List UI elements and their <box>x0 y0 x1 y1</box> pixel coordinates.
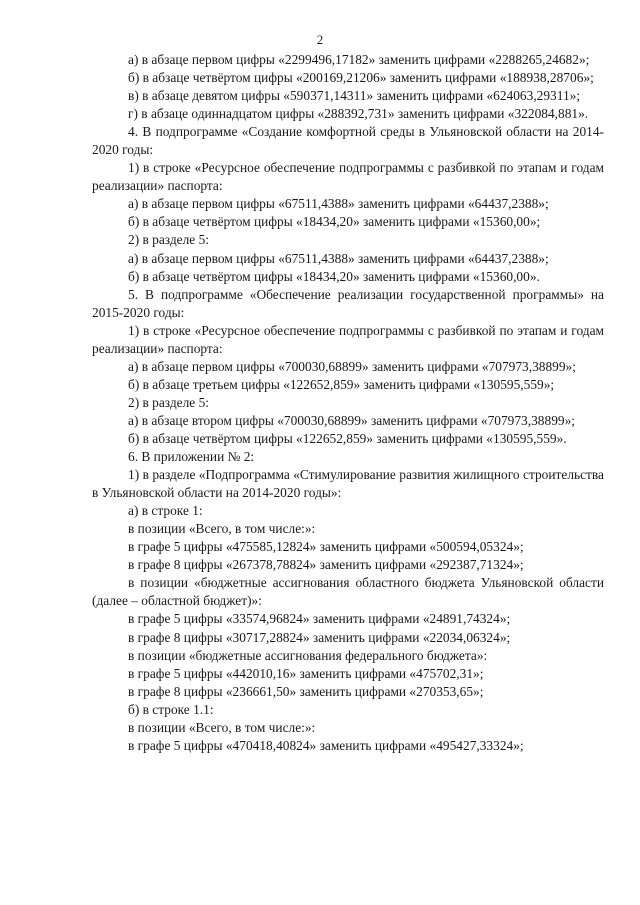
paragraph: 1) в разделе «Подпрограмма «Стимулирование развития жилищного строительства в Ульяновской области на 2014-2020 годы»: <box>92 467 604 501</box>
paragraph: а) в абзаце первом цифры «700030,68899» заменить цифрами «707973,38899»; <box>128 358 576 374</box>
paragraph: в графе 5 цифры «442010,16» заменить цифрами «475702,31»; <box>128 665 484 681</box>
paragraph: б) в абзаце третьем цифры «122652,859» заменить цифрами «130595,559»; <box>128 376 555 392</box>
paragraph: б) в абзаце четвёртом цифры «122652,859» заменить цифрами «130595,559». <box>128 430 567 446</box>
paragraph: б) в абзаце четвёртом цифры «200169,21206» заменить цифрами «188938,28706»; <box>128 70 594 86</box>
paragraph: в позиции «Всего, в том числе:»: <box>128 719 316 735</box>
paragraph: в) в абзаце девятом цифры «590371,14311» заменить цифрами «624063,29311»; <box>128 88 581 104</box>
paragraph: 2) в разделе 5: <box>128 394 210 410</box>
document-body <box>92 51 604 755</box>
paragraph: б) в абзаце четвёртом цифры «18434,20» заменить цифрами «15360,00»; <box>128 214 541 230</box>
paragraph: а) в абзаце первом цифры «67511,4388» заменить цифрами «64437,2388»; <box>128 250 549 266</box>
paragraph: а) в строке 1: <box>128 503 203 519</box>
paragraph: 1) в строке «Ресурсное обеспечение подпрограммы с разбивкой по этапам и годам реализации» паспорта: <box>92 322 604 356</box>
paragraph: в графе 8 цифры «30717,28824» заменить цифрами «22034,06324»; <box>128 629 511 645</box>
paragraph: в графе 5 цифры «470418,40824» заменить цифрами «495427,33324»; <box>128 737 524 753</box>
paragraph: г) в абзаце одиннадцатом цифры «288392,731» заменить цифрами «322084,881». <box>128 106 589 122</box>
paragraph: а) в абзаце первом цифры «67511,4388» заменить цифрами «64437,2388»; <box>128 196 549 212</box>
paragraph: б) в строке 1.1: <box>128 701 214 717</box>
paragraph: 6. В приложении № 2: <box>128 449 255 465</box>
paragraph: в позиции «Всего, в том числе:»: <box>128 521 316 537</box>
paragraph: 2) в разделе 5: <box>128 232 210 248</box>
page-number: 2 <box>316 32 324 47</box>
paragraph: в позиции «бюджетные ассигнования областного бюджета Ульяновской области (далее – областной бюджет)»: <box>92 575 604 609</box>
paragraph: б) в абзаце четвёртом цифры «18434,20» заменить цифрами «15360,00». <box>128 268 540 284</box>
paragraph: а) в абзаце первом цифры «2299496,17182» заменить цифрами «2288265,24682»; <box>128 52 590 67</box>
paragraph: 4. В подпрограмме «Создание комфортной среды в Ульяновской области на 2014-2020 годы: <box>92 124 604 158</box>
paragraph: в позиции «бюджетные ассигнования федерального бюджета»: <box>128 647 488 663</box>
paragraph: 5. В подпрограмме «Обеспечение реализации государственной программы» на 2015-2020 годы: <box>92 286 604 320</box>
paragraph: а) в абзаце втором цифры «700030,68899» заменить цифрами «707973,38899»; <box>128 412 575 428</box>
paragraph: в графе 5 цифры «33574,96824» заменить цифрами «24891,74324»; <box>128 611 511 627</box>
paragraph: 1) в строке «Ресурсное обеспечение подпрограммы с разбивкой по этапам и годам реализации» паспорта: <box>92 160 604 194</box>
paragraph: в графе 8 цифры «236661,50» заменить цифрами «270353,65»; <box>128 683 484 699</box>
paragraph: в графе 8 цифры «267378,78824» заменить цифрами «292387,71324»; <box>128 557 524 573</box>
paragraph: в графе 5 цифры «475585,12824» заменить цифрами «500594,05324»; <box>128 539 524 555</box>
